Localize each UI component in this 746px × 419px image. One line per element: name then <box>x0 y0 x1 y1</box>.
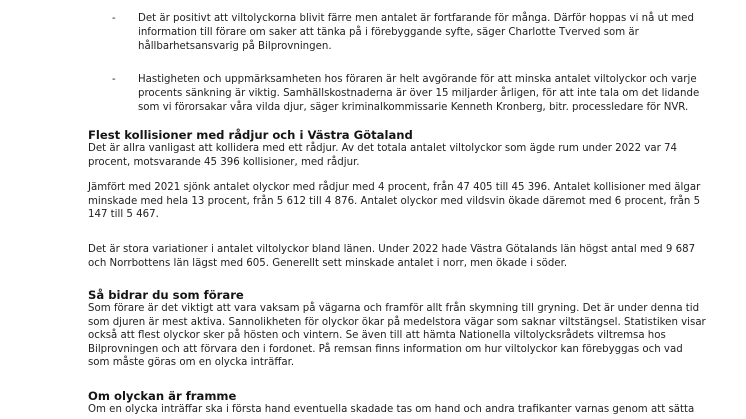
paragraph <box>88 302 706 370</box>
text-line: Det är positivt att viltolyckorna blivit färre men antalet är fortfarande för många. Därför hoppas vi nå ut med <box>138 13 694 24</box>
bullet-text <box>138 73 698 114</box>
text-line: som vi förorsakar våra vilda djur, säger kriminalkommissarie Kenneth Kronberg, bitr. processledare för NVR. <box>138 101 689 113</box>
text-line: som måste göras om en olycka inträffar. <box>88 357 295 369</box>
text-line: Det är stora variationer i antalet viltolyckor bland länen. Under 2022 hade Västra Götalands län högst antal med 9 687 <box>88 244 696 255</box>
bullet-dash: - <box>112 74 116 85</box>
text-line: minskade med hela 13 procent, från 5 612 till 4 876. Antalet olyckor med vildsvin ökade däremot med 6 procent, från 5 <box>88 195 701 207</box>
section-heading-sa-bidrar-du: Så bidrar du som förare <box>88 288 244 302</box>
text-line: procents sänkning är viktig. Samhällskostnaderna är över 15 miljarder årligen, för att inte tala om det lidande <box>138 87 700 99</box>
paragraph <box>88 243 696 270</box>
paragraph <box>88 403 695 417</box>
section-heading-flest-kollisioner: Flest kollisioner med rådjur och i Västra Götaland <box>88 128 413 142</box>
text-line: 147 till 5 467. <box>88 209 159 221</box>
text-line: som djuren är mest aktiva. Sannolikheten för olyckor ökar på medelstora vägar som saknar viltstängsel. Statistiken visar <box>88 316 706 328</box>
bullet-dash: - <box>112 13 116 24</box>
paragraph <box>88 142 688 169</box>
text-line: Hastigheten och uppmärksamheten hos föraren är helt avgörande för att minska antalet viltolyckor och varje <box>138 74 697 85</box>
text-line: och Norrbottens län lägst med 605. Generellt sett minskade antalet i norr, men ökade i söder. <box>88 257 568 269</box>
text-line: hållbarhetsansvarig på Bilprovningen. <box>138 40 332 52</box>
text-line: Det är allra vanligast att kollidera med ett rådjur. Av det totala antalet viltolyckor som ägde rum under 2022 var 74 <box>88 143 677 154</box>
text-line: också att flest olyckor sker på hösten och vintern. Se även till att hämta Nationella viltolycksrådets viltremsa hos <box>88 330 666 342</box>
text-line: Jämfört med 2021 sjönk antalet olyckor med rådjur med 4 procent, från 47 405 till 45 396. Antalet kollisioner med älgar <box>88 182 701 193</box>
text-line: information till förare om saker att tänka på i förebyggande syfte, säger Charlotte Tverved som är <box>138 26 639 38</box>
text-line: Som förare är det viktigt att vara vaksam på vägarna och framför allt från skymning till gryning. Det är under denna tid <box>88 303 700 314</box>
bullet-text <box>138 12 698 53</box>
text-line: Bilprovningen och att förvara den i fordonet. På remsan finns information om hur viltolyckor kan förebyggas och vad <box>88 343 683 355</box>
section-heading-om-olyckan: Om olyckan är framme <box>88 389 237 403</box>
paragraph <box>88 181 701 222</box>
text-line: procent, motsvarande 45 396 kollisioner, med rådjur. <box>88 156 360 168</box>
text-line: Om en olycka inträffar ska i första hand eventuella skadade tas om hand och andra trafikanter varnas genom att sätta <box>88 404 695 415</box>
